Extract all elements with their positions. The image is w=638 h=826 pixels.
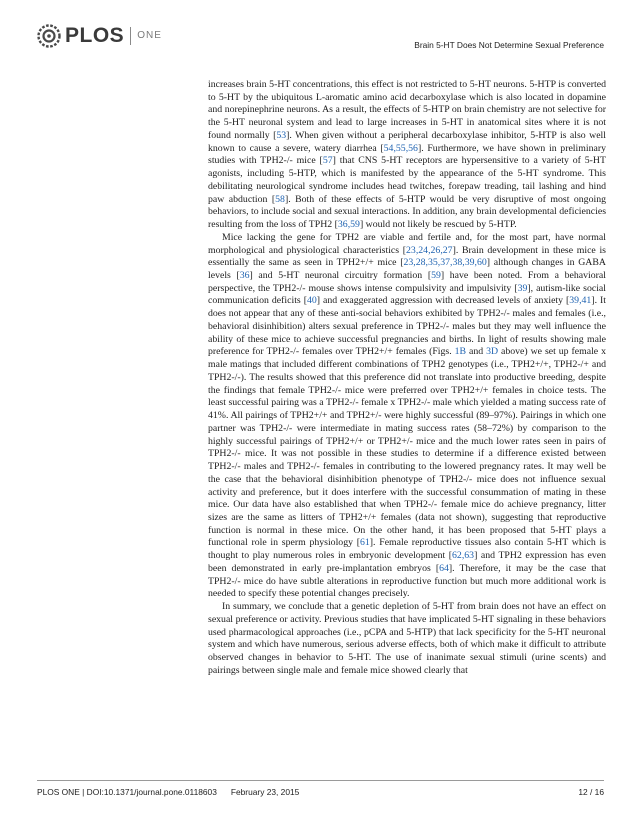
article-body	[208, 79, 606, 678]
citation-link[interactable]: 39,41	[569, 295, 592, 307]
paragraph-text: ]. Both of these effects of 5-HTP would be very disruptive of most ongoing behaviors, to include social and sexual interactions. In addition, any brain developmental deficiencies resulting from the loss of TPH2 [	[208, 193, 607, 231]
plos-logo-icon	[37, 24, 61, 48]
footer-date: February 23, 2015	[230, 787, 300, 797]
paragraph-text: Mice lacking the gene for TPH2 are viable and fertile and, for the most part, have normal morphological and physiological characteristics [	[208, 231, 606, 256]
citation-link[interactable]: 36,59	[337, 219, 360, 231]
paragraph-text: ]. Brain development in these mice is essentially the same as seen in TPH2+/+ mice [	[208, 244, 606, 269]
citation-link[interactable]: 61	[360, 537, 370, 549]
paragraph-text: ] and exaggerated aggression with decreased levels of anxiety [	[316, 295, 570, 307]
citation-link[interactable]: 23,28,35,37,38,39,60	[403, 257, 487, 269]
citation-link[interactable]: 53	[276, 129, 287, 141]
paragraph	[208, 232, 606, 601]
citation-link[interactable]: 3D	[486, 346, 499, 358]
paragraph-text: increases brain 5-HT concentrations, this effect is not restricted to 5-HT neurons. 5-HTP is converted to 5-HT by the ubiquitous L-aromatic amino acid decarboxylase which is also located in dopamine and norepinephrine neurons. As a result, the effects of 5-HTP on brain chemistry are not selective for the 5-HT neuronal system and lead to large increases in 5-HT in anatomical sites where it is not found normally [	[208, 79, 606, 141]
footer-citation	[37, 787, 299, 797]
citation-link[interactable]: 57	[322, 155, 333, 167]
plos-one-logo	[37, 23, 177, 49]
citation-link[interactable]: 62,63	[452, 550, 475, 562]
brand-divider	[130, 27, 131, 45]
citation-link[interactable]: 23,24,26,27	[406, 244, 453, 256]
paragraph-text: ]. It does not appear that any of these anti-social behaviors exhibited by TPH2-/- males and females (i.e., behavioral disinhibition) alters sexual preference in TPH2-/- males but they may well influence the ability of these mice to achieve successful pregnancies and births. In light of results showing male preference for TPH2-/- females over TPH2+/+ females (Figs.	[208, 295, 606, 358]
paragraph-text: ] although changes in GABA levels [	[208, 257, 606, 282]
paragraph-text: ]. When given without a peripheral decarboxylase inhibitor, 5-HTP is also well known to cause a severe, watery diarrhea [	[208, 129, 606, 154]
citation-link[interactable]: 40	[306, 295, 317, 307]
paragraph-text: ] have been noted. From a behavioral perspective, the TPH2-/- mouse shows intense compulsivity and impulsivity [	[208, 270, 606, 294]
paragraph	[208, 601, 606, 677]
page-number: 12 / 16	[578, 787, 604, 797]
running-head: Brain 5-HT Does Not Determine Sexual Preference	[414, 40, 604, 50]
paragraph-text: ]. Furthermore, we have shown in preliminary studies with TPH2-/- mice [	[208, 142, 607, 167]
citation-link[interactable]: 58	[275, 193, 285, 205]
paragraph-text: ], autism-like social communication deficits [	[208, 282, 607, 307]
brand-name: PLOS	[65, 24, 125, 47]
citation-link[interactable]: 59	[431, 270, 441, 282]
paragraph-text: ]. Female reproductive tissues also contain 5-HT which is thought to play numerous roles in embryonic development [	[208, 537, 606, 562]
paragraph-text: above) we set up female x male matings that included different combinations of TPH2 genotypes (i.e., TPH2+/+, TPH2-/+ and TPH2-/-). The results showed that this preference did not translate into productive breeding, despite the findings that female TPH2-/- mice were preferred over TPH2+/+ females in choice tests. The least successful pairing was a TPH2-/- female x TPH2-/- male which yielded a mating success rate of 41%. All pairings of TPH2+/+ and TPH2+/- were highly successful (89–97%). Pairings in which one partner was TPH2-/- were intermediate in mating success rates (58–72%) by comparison to the highly successful pairings of TPH2+/+ or TPH2+/- mice and the much lower rates seen in pairs of TPH2-/- mice. It was not possible in these studies to determine if a difference existed between TPH2-/- males and TPH2-/- females in contributing to the lowered pregnancy rates. It may well be the case that the behavioral disinhibition phenotype of TPH2-/- mice does not influence sexual activity and preference, but it does interfere with the successful consummation of mating in these mice. Our data have also established that when TPH2-/- female mice do achieve pregnancy, litter sizes are the same as litters of TPH2+/+ females (data not shown), suggesting that reproductive function is normal in these mice. On the other hand, it has been proposed that 5-HT plays a functional role in sperm physiology [	[208, 346, 606, 549]
footer-journal-doi: PLOS ONE | DOI:10.1371/journal.pone.0118603	[37, 787, 217, 797]
citation-link[interactable]: 36	[239, 270, 250, 282]
paragraph-text: ]. Therefore, it may be the case that TPH2-/- mice do have subtle alterations in reproductive function but much more additional work is needed to specify these potential changes precisely.	[208, 562, 606, 600]
citation-link[interactable]: 64	[439, 562, 449, 574]
paragraph-text: and	[466, 346, 487, 358]
paragraph-text: ] would not likely be rescued by 5-HTP.	[359, 219, 517, 231]
paragraph-text: ] and TPH2 expression has even been demonstrated in early pre-implantation embryos [	[208, 550, 607, 574]
paragraph	[208, 79, 606, 232]
paragraph-text: ] and 5-HT neuronal circuitry formation [	[249, 270, 432, 282]
paragraph-text: ] that CNS 5-HT receptors are hypersensitive to a variety of 5-HT agonists, including 5-HTP, which is manifested by the appearance of the 5-HT syndrome. This debilitating neurological syndrome includes head twitches, forepaw treading, tail lashing and hind paw abduction [	[208, 155, 606, 205]
paragraph-text: In summary, we conclude that a genetic depletion of 5-HT from brain does not have an effect on sexual preference or activity. Previous studies that have implicated 5-HT signaling in these behaviors used pharmacological approaches (i.e., pCPA and 5-HTP) that lack specificity for the 5-HT neuronal system and which have numerous, serious adverse effects, both of which make it difficult to attribute observed changes in behavior to 5-HT. The use of inanimate sexual stimuli (urine scents) and pairings between single male and female mice showed clearly that	[208, 601, 606, 676]
footer-rule	[37, 780, 604, 781]
brand-subtitle: ONE	[137, 30, 162, 41]
citation-link[interactable]: 54,55,56	[383, 142, 418, 154]
citation-link[interactable]: 39	[517, 282, 528, 294]
citation-link[interactable]: 1B	[454, 346, 467, 358]
